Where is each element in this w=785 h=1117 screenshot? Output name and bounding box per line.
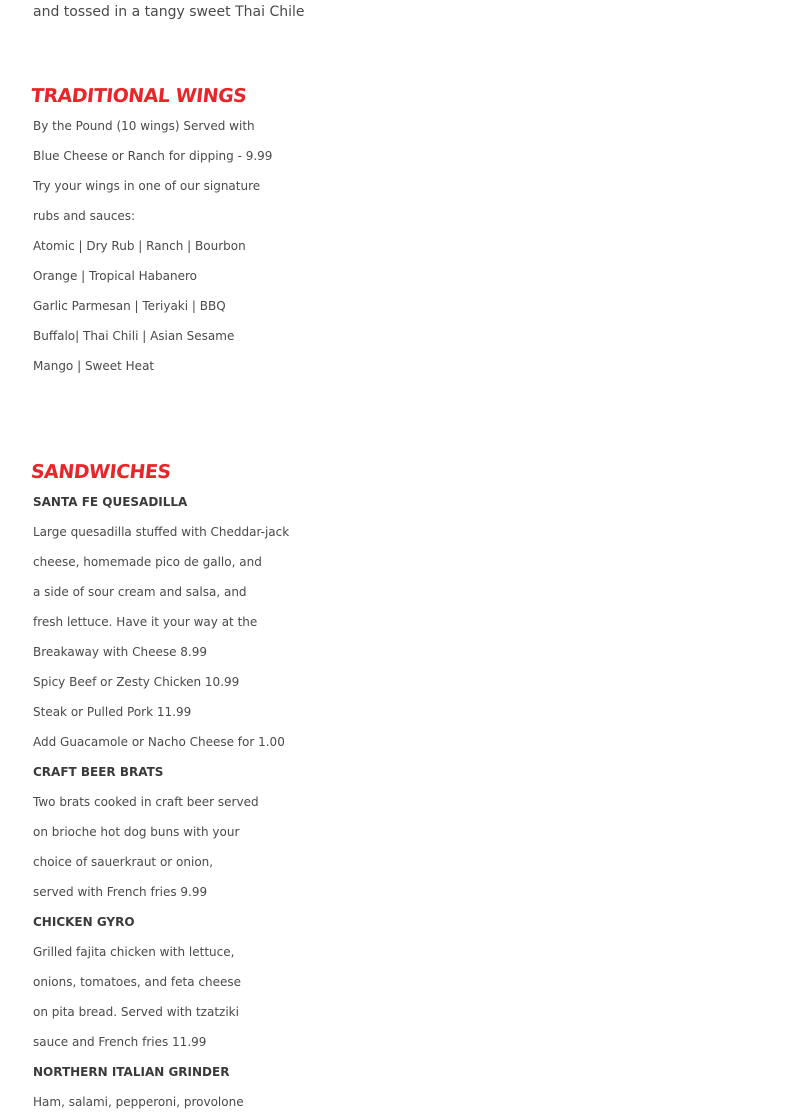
wings-line: rubs and sauces: — [33, 209, 136, 223]
menu-item-line: on brioche hot dog buns with your — [33, 825, 240, 839]
menu-item-name: CHICKEN GYRO — [33, 915, 135, 929]
menu-item-line: cheese, homemade pico de gallo, and — [33, 555, 262, 569]
section-title-wings: TRADITIONAL WINGS — [29, 85, 248, 107]
menu-item-line: on pita bread. Served with tzatziki — [33, 1005, 239, 1019]
menu-item-name: NORTHERN ITALIAN GRINDER — [33, 1065, 230, 1079]
menu-item-line: Two brats cooked in craft beer served — [33, 795, 259, 809]
wings-line: Blue Cheese or Ranch for dipping - 9.99 — [33, 149, 273, 163]
wings-line: Mango | Sweet Heat — [33, 359, 155, 373]
menu-item-line: choice of sauerkraut or onion, — [33, 855, 214, 869]
menu-item-line: Ham, salami, pepperoni, provolone — [33, 1095, 244, 1109]
wings-line: Try your wings in one of our signature — [33, 179, 261, 193]
menu-item-line: Grilled fajita chicken with lettuce, — [33, 945, 235, 959]
menu-item-line: sauce and French fries 11.99 — [33, 1035, 207, 1049]
menu-item-line: Spicy Beef or Zesty Chicken 10.99 — [33, 675, 240, 689]
menu-item-line: a side of sour cream and salsa, and — [33, 585, 247, 599]
section-title-sandwiches: SANDWICHES — [29, 461, 172, 483]
wings-line: By the Pound (10 wings) Served with — [33, 119, 255, 133]
sandwiches-list — [33, 487, 289, 1117]
wings-line: Orange | Tropical Habanero — [33, 269, 197, 283]
menu-item-name: SANTA FE QUESADILLA — [33, 495, 188, 509]
wings-line: Atomic | Dry Rub | Ranch | Bourbon — [33, 239, 246, 253]
menu-item-line: Breakaway with Cheese 8.99 — [33, 645, 208, 659]
menu-item-line: Large quesadilla stuffed with Cheddar-jack — [33, 525, 290, 539]
intro-text: and tossed in a tangy sweet Thai Chile — [33, 4, 305, 20]
menu-item-line: Add Guacamole or Nacho Cheese for 1.00 — [33, 735, 285, 749]
menu-item-line: Steak or Pulled Pork 11.99 — [33, 705, 192, 719]
menu-item-name: CRAFT BEER BRATS — [33, 765, 164, 779]
wings-line: Buffalo| Thai Chili | Asian Sesame — [33, 329, 235, 343]
menu-item-line: fresh lettuce. Have it your way at the — [33, 615, 258, 629]
wings-line: Garlic Parmesan | Teriyaki | BBQ — [33, 299, 226, 313]
menu-item-line: onions, tomatoes, and feta cheese — [33, 975, 241, 989]
wings-description — [33, 111, 272, 381]
menu-item-line: served with French fries 9.99 — [33, 885, 208, 899]
